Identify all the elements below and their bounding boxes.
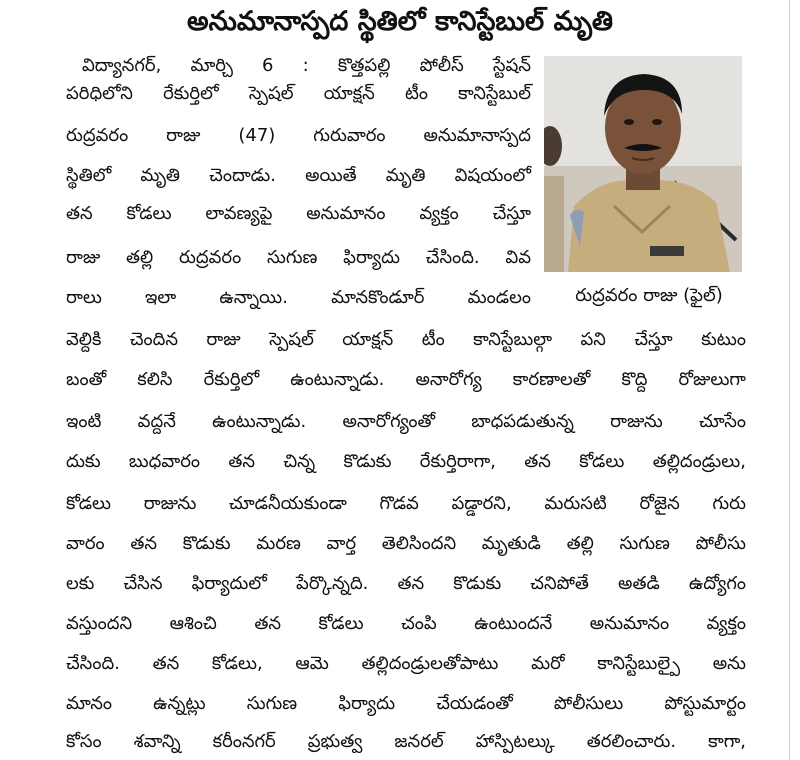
article-line: వెల్దికి చెందిన రాజు స్పెషల్ యాక్షన్ టీం కానిస్టేబుల్గా పని చేస్తూ కుటుం — [66, 329, 746, 350]
article-line: వస్తుందని ఆశించి తన కోడలు చంపి ఉంటుందనే అనుమానం వ్యక్తం — [66, 613, 746, 634]
article-line: లకు చేసిన ఫిర్యాదులో పేర్కొన్నది. తన కొడుకు చనిపోతే అతడి ఉద్యోగం — [66, 573, 746, 594]
headline: అనుమానాస్పద స్థితిలో కానిస్టేబుల్ మృతి — [187, 6, 613, 37]
article-line: కోసం శవాన్ని కరీంనగర్ ప్రభుత్వ జనరల్ హాస్పిటల్కు తరలించారు. కాగా, — [66, 731, 746, 752]
article-line: ఇంటి వద్దనే ఉంటున్నాడు. అనారోగ్యంతో బాధపడుతున్న రాజును చూసేం — [66, 411, 746, 432]
article-line: పరిధిలోని రేకుర్తిలో స్పెషల్ యాక్షన్ టీం కానిస్టేబుల్ — [66, 83, 531, 104]
photo-caption: రుద్రవరం రాజు (ఫైల్) — [575, 285, 723, 306]
portrait-illustration — [544, 56, 742, 272]
article-line: స్థితిలో మృతి చెందాడు. అయితే మృతి విషయంలో — [66, 165, 531, 186]
article-line: రాలు ఇలా ఉన్నాయి. మానకొండూర్ మండలం — [66, 287, 531, 308]
article-line: దుకు బుధవారం తన చిన్న కొడుకు రేకుర్తిరాగా, తన కోడలు తల్లిదండ్రులు, — [66, 451, 746, 472]
article-line: మానం ఉన్నట్లు సుగుణ ఫిర్యాదు చేయడంతో పోలీసులు పోస్టుమార్టం — [66, 693, 746, 714]
article-line: చేసింది. తన కోడలు, ఆమె తల్లిదండ్రులతోపాటు మరో కానిస్టేబుల్పై అను — [66, 653, 746, 674]
column-divider — [789, 0, 790, 760]
article-line: రాజు తల్లి రుద్రవరం సుగుణ ఫిర్యాదు చేసింది. వివ — [66, 247, 531, 268]
article-line: బంతో కలిసి రేకుర్తిలో ఉంటున్నాడు. అనారోగ్య కారణాలతో కొద్ది రోజులుగా — [66, 369, 746, 390]
constable-photo — [544, 56, 742, 272]
article-line: వారం తన కొడుకు మరణ వార్త తెలిసిందని మృతుడి తల్లి సుగుణ పోలీసు — [66, 533, 746, 554]
article-line: తన కోడలు లావణ్యపై అనుమానం వ్యక్తం చేస్తూ — [66, 203, 531, 224]
article-line: కోడలు రాజును చూడనీయకుండా గొడవ పడ్డారని, మరుసటి రోజైన గురు — [66, 493, 746, 514]
article-line: విద్యానగర్, మార్చి 6 : కొత్తపల్లి పోలీస్ స్టేషన్ — [82, 55, 531, 76]
article-line: రుద్రవరం రాజు (47) గురువారం అనుమానాస్పద — [66, 125, 531, 146]
